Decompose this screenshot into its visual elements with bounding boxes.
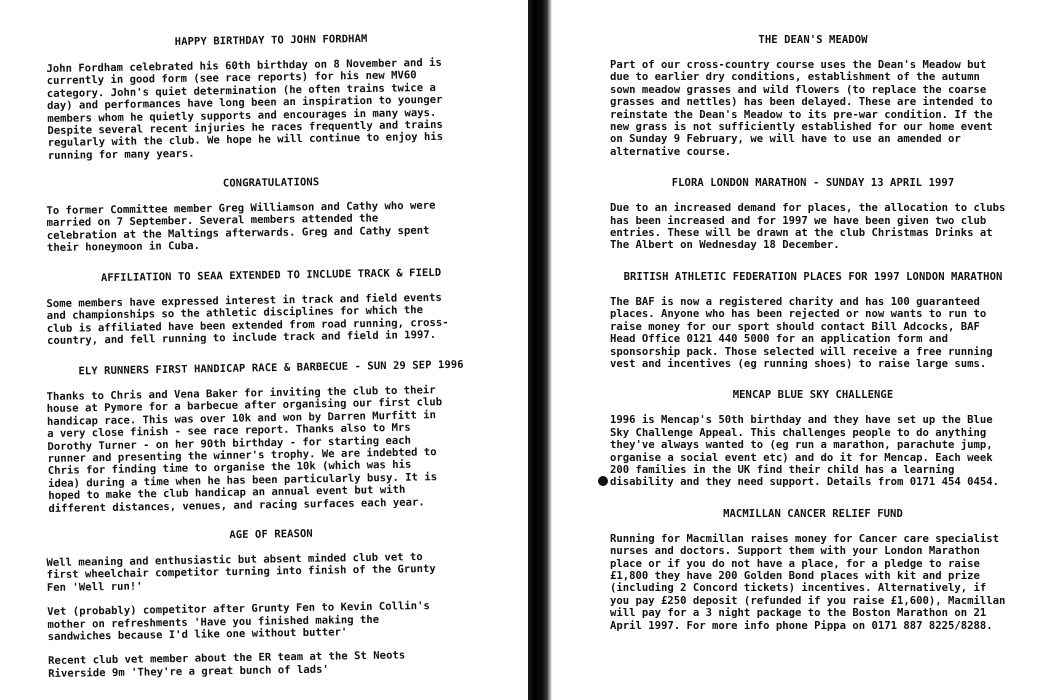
- section-heading: THE DEAN'S MEADOW: [758, 34, 868, 46]
- section-heading: FLORA LONDON MARATHON - SUNDAY 13 APRIL 1997: [671, 177, 955, 190]
- section-heading: AFFILIATION TO SEAA EXTENDED TO INCLUDE TRACK & FIELD: [100, 266, 442, 285]
- section-paragraph: 1996 is Mencap's 50th birthday and they have set up the Blue Sky Challenge Appeal. This challenges people to do anything they've always wanted to (eg run a marathon, parachute jump, organise a social event etc) and do it for Mencap. Each week 200 families in the UK find their child has a learning disability and they need support. Details from 0171 454 0454.: [610, 414, 1000, 489]
- page-gutter: [528, 0, 552, 700]
- section-paragraph: Part of our cross-country course uses the Dean's Meadow but due to earlier dry conditions, establishment of the autumn sown meadow grasses and wild flowers (to replace the coarse grasses and nettles) has been delayed. These are intended to reinstate the Dean's Meadow to its pre-war condition. If the new grass is not sufficiently established for our home event on Sunday 9 February, we will have to use an amended or alternative course.: [610, 59, 993, 158]
- section-paragraph: The BAF is now a registered charity and has 100 guaranteed places. Anyone who has been rejected or now wants to run to raise money for our sport should contact Bill Adcocks, BAF Head Office 0121 440 5000 for an application form and sponsorship pack. Those selected will receive a free running vest and incentives (eg running shoes) to raise large sums.: [610, 295, 993, 370]
- section-paragraph: Due to an increased demand for places, the allocation to clubs has been increased and for 1997 we have been given two club entries. These will be drawn at the club Christmas Drinks at The Albert on Wednesday 18 December.: [610, 202, 1006, 252]
- section-paragraph: Running for Macmillan raises money for Cancer care specialist nurses and doctors. Support them with your London Marathon place or if you do not have a place, for a pledge to raise £1,800 they have 200 Golden Bond places with kit and prize (including 2 Concord tickets) incentives. Alternatively, if you pay £250 deposit (refunded if you raise £1,600), Macmillan will pay for a 3 night package to the Boston Marathon on 21 April 1997. For more info phone Pippa on 0171 887 8225/8288.: [610, 532, 1006, 632]
- section-birthday: [46, 31, 498, 162]
- section-paragraph: Vet (probably) competitor after Grunty Fen to Kevin Collin's mother on refreshments 'Have you finished making the sandwiches because I'd like one without butter': [47, 599, 430, 643]
- section-heading: ELY RUNNERS FIRST HANDICAP RACE & BARBECUE - SUN 29 SEP 1996: [78, 358, 464, 377]
- ink-speckle: [598, 476, 608, 486]
- section-heading: AGE OF REASON: [229, 527, 313, 541]
- section-heading: HAPPY BIRTHDAY TO JOHN FORDHAM: [174, 32, 368, 48]
- section-paragraph: Recent club vet member about the ER team at the St Neots Riverside 9m 'They're a great bunch of lads': [47, 649, 406, 680]
- section-age-of-reason: [46, 524, 498, 679]
- section-heading: MENCAP BLUE SKY CHALLENGE: [732, 389, 894, 402]
- section-paragraph: To former Committee member Greg Williamson and Cathy who were married on 7 September. Several members attended the celebration at the Maltings afterwards. Greg and Cathy spent their honeymoon in Cuba.: [46, 199, 436, 255]
- section-handicap-race: [46, 358, 499, 515]
- section-heading: CONGRATULATIONS: [222, 176, 320, 190]
- right-page: [552, 0, 1042, 700]
- section-paragraph: Well meaning and enthusiastic but absent minded club vet to first wheelchair competitor turning into finish of the Grunty Fen 'Well run!': [46, 550, 436, 594]
- section-mencap: [610, 389, 1016, 488]
- section-baf-places: [610, 271, 1016, 370]
- section-paragraph: John Fordham celebrated his 60th birthday on 8 November and is currently in good form (see race reports) for his new MV60 category. John's quiet determination (he often trains twice a day) and performances have long been an inspiration to younger members whom he quietly supports and encourages in many ways. Despite several recent injuries he races frequently and trains regularly with the club. We hope he will continue to enjoy his running for many years.: [46, 56, 444, 162]
- section-deans-meadow: [610, 34, 1016, 158]
- section-heading: MACMILLAN CANCER RELIEF FUND: [723, 507, 903, 520]
- section-congratulations: [46, 174, 497, 255]
- section-affiliation: [46, 266, 497, 348]
- section-paragraph: Thanks to Chris and Vena Baker for inviting the club to their house at Pymore for a barbecue after organising our first club handicap race. This was over 10k and won by Darren Murfitt in a very close finish - see race report. Thanks also to Mrs Dorothy Turner - on her 90th birthday - for starting each runner and presenting the winner's trophy. We are indebted to Chris for finding time to organise the 10k (which was his idea) during a time when he has been particularly busy. It is hoped to make the club handicap an annual event but with different distances, venues, and racing surfaces each year.: [46, 383, 443, 515]
- section-paragraph: Some members have expressed interest in track and field events and championships so the athletic disciplines for which the club is affiliated have been extended from road running, cross- country, and fell running to include track and field in 1997.: [46, 291, 449, 348]
- section-flora-marathon: [610, 177, 1016, 252]
- section-heading: BRITISH ATHLETIC FEDERATION PLACES FOR 1997 LONDON MARATHON: [623, 270, 1003, 283]
- section-macmillan: [610, 508, 1016, 632]
